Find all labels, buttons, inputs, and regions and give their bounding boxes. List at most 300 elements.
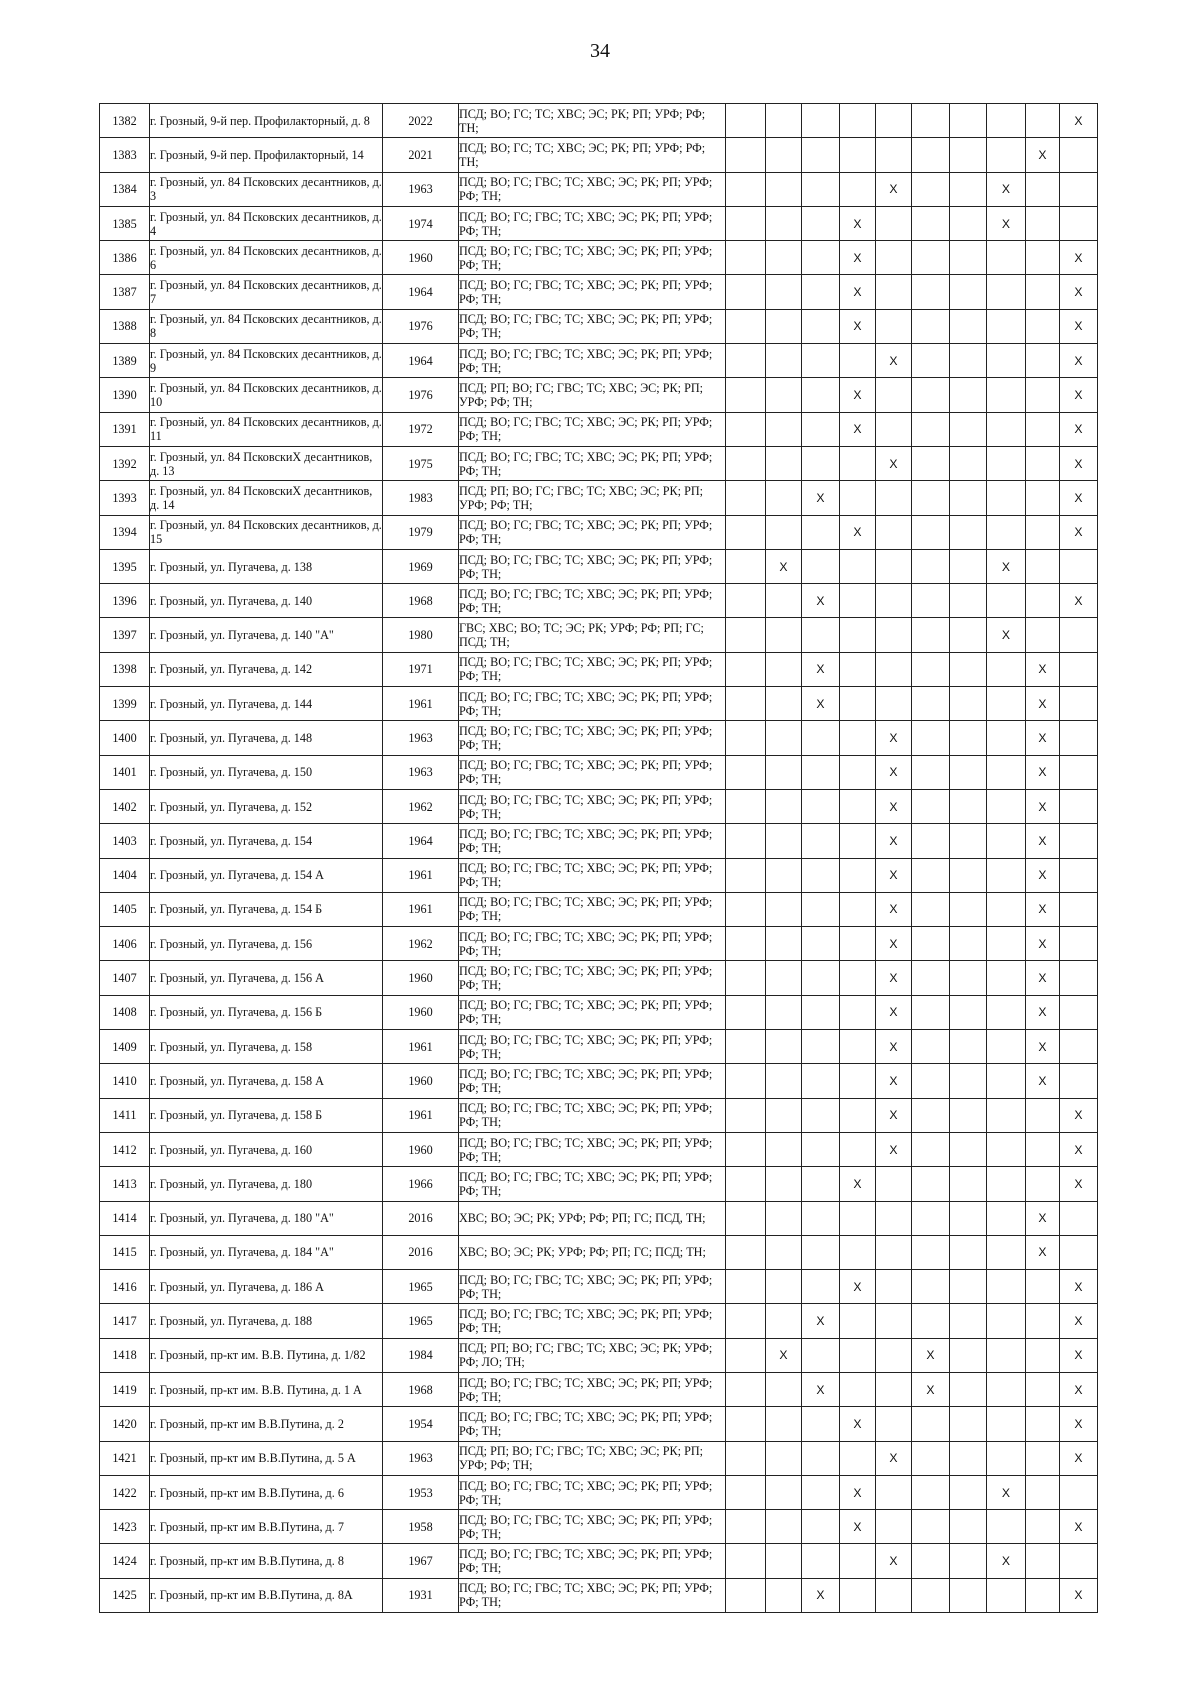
x-mark: X — [1038, 1039, 1047, 1054]
row-number: 1401 — [100, 755, 150, 789]
x-mark: X — [779, 1348, 788, 1363]
mark-cell — [840, 652, 876, 686]
mark-cell — [802, 584, 840, 618]
mark-cell — [840, 892, 876, 926]
mark-cell — [1026, 309, 1060, 343]
mark-cell — [987, 824, 1026, 858]
works-cell: ПСД; ВО; ГС; ГВС; ТС; ХВС; ЭС; РК; РП; УРФ; РФ; ТН; — [459, 1407, 726, 1441]
mark-cell — [950, 824, 987, 858]
year-cell: 1971 — [383, 652, 459, 686]
mark-cell — [912, 515, 950, 549]
mark-cell — [912, 481, 950, 515]
mark-cell — [1060, 1201, 1098, 1235]
mark-cell — [1026, 1030, 1060, 1064]
row-number: 1399 — [100, 687, 150, 721]
mark-cell — [766, 789, 802, 823]
table-row — [100, 652, 1098, 686]
mark-cell — [987, 755, 1026, 789]
mark-cell — [950, 412, 987, 446]
mark-cell — [987, 1064, 1026, 1098]
mark-cell — [1026, 961, 1060, 995]
mark-cell — [1026, 721, 1060, 755]
year-cell: 1969 — [383, 549, 459, 583]
row-number: 1403 — [100, 824, 150, 858]
mark-cell — [950, 549, 987, 583]
mark-cell — [766, 1407, 802, 1441]
mark-cell — [766, 515, 802, 549]
mark-cell — [950, 1270, 987, 1304]
mark-cell — [1060, 824, 1098, 858]
address-cell: г. Грозный, ул. 84 Псковских десантников, д. 8 — [150, 309, 383, 343]
row-number: 1386 — [100, 241, 150, 275]
mark-cell — [912, 824, 950, 858]
mark-cell — [912, 138, 950, 172]
mark-cell — [1060, 1544, 1098, 1578]
mark-cell — [1060, 1475, 1098, 1509]
x-mark: X — [889, 902, 898, 917]
x-mark: X — [853, 1279, 862, 1294]
mark-cell — [1026, 1132, 1060, 1166]
row-number: 1406 — [100, 927, 150, 961]
x-mark: X — [889, 1005, 898, 1020]
works-cell: ПСД; ВО; ГС; ГВС; ТС; ХВС; ЭС; РК; РП; УРФ; РФ; ТН; — [459, 206, 726, 240]
mark-cell — [840, 1167, 876, 1201]
address-cell: г. Грозный, ул. Пугачева, д. 142 — [150, 652, 383, 686]
mark-cell — [766, 138, 802, 172]
mark-cell — [950, 378, 987, 412]
x-mark: X — [1074, 285, 1083, 300]
table-row — [100, 824, 1098, 858]
mark-cell — [876, 275, 912, 309]
x-mark: X — [816, 662, 825, 677]
mark-cell — [987, 1544, 1026, 1578]
mark-cell — [1026, 1064, 1060, 1098]
mark-cell — [912, 1132, 950, 1166]
mark-cell — [950, 172, 987, 206]
row-number: 1424 — [100, 1544, 150, 1578]
works-cell: ПСД; ВО; ГС; ГВС; ТС; ХВС; ЭС; РК; РП; УРФ; РФ; ТН; — [459, 1064, 726, 1098]
row-number: 1388 — [100, 309, 150, 343]
mark-cell — [987, 309, 1026, 343]
mark-cell — [840, 1338, 876, 1372]
address-cell: г. Грозный, ул. Пугачева, д. 144 — [150, 687, 383, 721]
row-number: 1383 — [100, 138, 150, 172]
mark-cell — [987, 961, 1026, 995]
row-number: 1392 — [100, 446, 150, 480]
mark-cell — [1026, 584, 1060, 618]
table-row — [100, 1201, 1098, 1235]
mark-cell — [950, 344, 987, 378]
mark-cell — [802, 1407, 840, 1441]
mark-cell — [950, 1407, 987, 1441]
mark-cell — [802, 652, 840, 686]
mark-cell — [912, 652, 950, 686]
address-cell: г. Грозный, пр-кт им В.В.Путина, д. 5 А — [150, 1441, 383, 1475]
mark-cell — [766, 687, 802, 721]
mark-cell — [802, 858, 840, 892]
mark-cell — [950, 687, 987, 721]
table-row — [100, 172, 1098, 206]
mark-cell — [950, 1441, 987, 1475]
mark-cell — [912, 1441, 950, 1475]
mark-cell — [726, 412, 766, 446]
mark-cell — [987, 721, 1026, 755]
year-cell: 2016 — [383, 1201, 459, 1235]
mark-cell — [802, 1578, 840, 1612]
mark-cell — [1060, 1132, 1098, 1166]
mark-cell — [950, 1578, 987, 1612]
mark-cell — [802, 481, 840, 515]
table-row — [100, 995, 1098, 1029]
mark-cell — [726, 378, 766, 412]
works-cell: ПСД; ВО; ГС; ГВС; ТС; ХВС; ЭС; РК; РП; УРФ; РФ; ТН; — [459, 1098, 726, 1132]
mark-cell — [876, 241, 912, 275]
address-cell: г. Грозный, пр-кт им В.В.Путина, д. 6 — [150, 1475, 383, 1509]
year-cell: 1961 — [383, 687, 459, 721]
mark-cell — [1060, 584, 1098, 618]
mark-cell — [840, 1441, 876, 1475]
mark-cell — [987, 446, 1026, 480]
works-cell: ПСД; ВО; ГС; ГВС; ТС; ХВС; ЭС; РК; РП; УРФ; РФ; ТН; — [459, 1132, 726, 1166]
mark-cell — [912, 1407, 950, 1441]
mark-cell — [726, 721, 766, 755]
mark-cell — [726, 618, 766, 652]
mark-cell — [912, 1578, 950, 1612]
x-mark: X — [853, 1176, 862, 1191]
row-number: 1396 — [100, 584, 150, 618]
mark-cell — [766, 584, 802, 618]
x-mark: X — [816, 696, 825, 711]
mark-cell — [912, 1064, 950, 1098]
row-number: 1418 — [100, 1338, 150, 1372]
row-number: 1402 — [100, 789, 150, 823]
mark-cell — [802, 755, 840, 789]
mark-cell — [802, 138, 840, 172]
mark-cell — [726, 549, 766, 583]
mark-cell — [1026, 104, 1060, 138]
address-cell: г. Грозный, ул. Пугачева, д. 158 — [150, 1030, 383, 1064]
mark-cell — [766, 824, 802, 858]
mark-cell — [950, 515, 987, 549]
x-mark: X — [1038, 730, 1047, 745]
mark-cell — [1060, 241, 1098, 275]
row-number: 1382 — [100, 104, 150, 138]
mark-cell — [950, 1510, 987, 1544]
x-mark: X — [1074, 1416, 1083, 1431]
works-cell: ГВС; ХВС; ВО; ТС; ЭС; РК; УРФ; РФ; РП; ГС; ПСД; ТН; — [459, 618, 726, 652]
mark-cell — [726, 1304, 766, 1338]
x-mark: X — [1001, 1554, 1011, 1569]
mark-cell — [726, 1544, 766, 1578]
address-cell: г. Грозный, ул. Пугачева, д. 154 — [150, 824, 383, 858]
mark-cell — [950, 789, 987, 823]
mark-cell — [987, 1098, 1026, 1132]
works-cell: ПСД; ВО; ГС; ТС; ХВС; ЭС; РК; РП; УРФ; РФ; ТН; — [459, 138, 726, 172]
mark-cell — [840, 1578, 876, 1612]
mark-cell — [876, 1030, 912, 1064]
works-cell: ПСД; ВО; ГС; ГВС; ТС; ХВС; ЭС; РК; РП; УРФ; РФ; ТН; — [459, 961, 726, 995]
mark-cell — [987, 1167, 1026, 1201]
mark-cell — [1026, 1270, 1060, 1304]
mark-cell — [802, 275, 840, 309]
mark-cell — [987, 1030, 1026, 1064]
mark-cell — [726, 481, 766, 515]
mark-cell — [912, 1544, 950, 1578]
x-mark: X — [1038, 971, 1047, 986]
table-row — [100, 1235, 1098, 1269]
table-row — [100, 515, 1098, 549]
address-cell: г. Грозный, ул. Пугачева, д. 154 А — [150, 858, 383, 892]
x-mark: X — [1074, 456, 1083, 471]
x-mark: X — [816, 593, 825, 608]
mark-cell — [840, 549, 876, 583]
mark-cell — [1026, 1167, 1060, 1201]
mark-cell — [802, 618, 840, 652]
mark-cell — [876, 995, 912, 1029]
mark-cell — [1026, 515, 1060, 549]
mark-cell — [766, 549, 802, 583]
address-cell: г. Грозный, ул. Пугачева, д. 188 — [150, 1304, 383, 1338]
mark-cell — [876, 1064, 912, 1098]
address-cell: г. Грозный, пр-кт им В.В.Путина, д. 8 — [150, 1544, 383, 1578]
mark-cell — [840, 961, 876, 995]
x-mark: X — [1074, 490, 1083, 505]
mark-cell — [1026, 1338, 1060, 1372]
mark-cell — [1060, 789, 1098, 823]
x-mark: X — [889, 971, 898, 986]
x-mark: X — [853, 422, 862, 437]
mark-cell — [1060, 1441, 1098, 1475]
x-mark: X — [853, 285, 862, 300]
mark-cell — [987, 515, 1026, 549]
mark-cell — [802, 241, 840, 275]
mark-cell — [802, 344, 840, 378]
mark-cell — [840, 858, 876, 892]
mark-cell — [912, 1167, 950, 1201]
mark-cell — [840, 789, 876, 823]
table-row — [100, 858, 1098, 892]
mark-cell — [876, 892, 912, 926]
x-mark: X — [853, 216, 862, 231]
mark-cell — [766, 858, 802, 892]
x-mark: X — [889, 1142, 898, 1157]
mark-cell — [802, 515, 840, 549]
table-row — [100, 755, 1098, 789]
mark-cell — [840, 995, 876, 1029]
x-mark: X — [1074, 113, 1083, 128]
mark-cell — [840, 687, 876, 721]
mark-cell — [840, 241, 876, 275]
mark-cell — [950, 241, 987, 275]
x-mark: X — [1074, 1176, 1083, 1191]
mark-cell — [1060, 1270, 1098, 1304]
mark-cell — [1026, 1098, 1060, 1132]
mark-cell — [1060, 1167, 1098, 1201]
mark-cell — [876, 961, 912, 995]
x-mark: X — [1038, 799, 1047, 814]
mark-cell — [726, 1441, 766, 1475]
mark-cell — [840, 1201, 876, 1235]
mark-cell — [987, 1441, 1026, 1475]
year-cell: 1975 — [383, 446, 459, 480]
works-cell: ПСД; ВО; ГС; ГВС; ТС; ХВС; ЭС; РК; РП; УРФ; РФ; ТН; — [459, 1578, 726, 1612]
mark-cell — [802, 104, 840, 138]
mark-cell — [987, 1510, 1026, 1544]
mark-cell — [1026, 789, 1060, 823]
address-cell: г. Грозный, ул. 84 Псковских десантников, д. 7 — [150, 275, 383, 309]
mark-cell — [1060, 961, 1098, 995]
mark-cell — [987, 172, 1026, 206]
works-cell: ПСД; ВО; ГС; ГВС; ТС; ХВС; ЭС; РК; РП; УРФ; РФ; ТН; — [459, 241, 726, 275]
works-cell: ХВС; ВО; ЭС; РК; УРФ; РФ; РП; ГС; ПСД, ТН; — [459, 1201, 726, 1235]
address-cell: г. Грозный, ул. 84 Псковских десантников, д. 4 — [150, 206, 383, 240]
year-cell: 1980 — [383, 618, 459, 652]
mark-cell — [726, 1407, 766, 1441]
works-cell: ХВС; ВО; ЭС; РК; УРФ; РФ; РП; ГС; ПСД; ТН; — [459, 1235, 726, 1269]
year-cell: 2016 — [383, 1235, 459, 1269]
mark-cell — [876, 1098, 912, 1132]
mark-cell — [912, 1098, 950, 1132]
registry-body — [100, 104, 1098, 1613]
mark-cell — [987, 1372, 1026, 1406]
mark-cell — [1026, 687, 1060, 721]
mark-cell — [726, 755, 766, 789]
table-row — [100, 1338, 1098, 1372]
address-cell: г. Грозный, ул. 84 Псковских десантников, д. 10 — [150, 378, 383, 412]
works-cell: ПСД; ВО; ГС; ГВС; ТС; ХВС; ЭС; РК; РП; УРФ; РФ; ТН; — [459, 446, 726, 480]
mark-cell — [840, 1544, 876, 1578]
x-mark: X — [1001, 628, 1011, 643]
mark-cell — [726, 446, 766, 480]
mark-cell — [912, 412, 950, 446]
table-row — [100, 1475, 1098, 1509]
mark-cell — [987, 789, 1026, 823]
mark-cell — [876, 344, 912, 378]
mark-cell — [840, 309, 876, 343]
mark-cell — [802, 961, 840, 995]
x-mark: X — [1001, 182, 1011, 197]
works-cell: ПСД; ВО; ГС; ГВС; ТС; ХВС; ЭС; РК; РП; УРФ; РФ; ТН; — [459, 892, 726, 926]
mark-cell — [987, 481, 1026, 515]
mark-cell — [840, 378, 876, 412]
mark-cell — [950, 721, 987, 755]
row-number: 1420 — [100, 1407, 150, 1441]
mark-cell — [726, 275, 766, 309]
year-cell: 1960 — [383, 961, 459, 995]
mark-cell — [840, 1064, 876, 1098]
table-row — [100, 1441, 1098, 1475]
mark-cell — [802, 927, 840, 961]
year-cell: 1965 — [383, 1304, 459, 1338]
table-row — [100, 789, 1098, 823]
mark-cell — [876, 1167, 912, 1201]
year-cell: 1979 — [383, 515, 459, 549]
row-number: 1415 — [100, 1235, 150, 1269]
mark-cell — [987, 1132, 1026, 1166]
mark-cell — [987, 927, 1026, 961]
mark-cell — [912, 1201, 950, 1235]
year-cell: 1960 — [383, 1064, 459, 1098]
mark-cell — [802, 1030, 840, 1064]
x-mark: X — [1074, 1451, 1083, 1466]
address-cell: г. Грозный, ул. Пугачева, д. 180 — [150, 1167, 383, 1201]
mark-cell — [766, 241, 802, 275]
mark-cell — [726, 309, 766, 343]
x-mark: X — [1038, 147, 1047, 162]
works-cell: ПСД; ВО; ГС; ГВС; ТС; ХВС; ЭС; РК; РП; УРФ; РФ; ТН; — [459, 549, 726, 583]
mark-cell — [766, 1098, 802, 1132]
mark-cell — [987, 892, 1026, 926]
mark-cell — [912, 446, 950, 480]
mark-cell — [840, 1270, 876, 1304]
year-cell: 1963 — [383, 721, 459, 755]
works-cell: ПСД; ВО; ГС; ГВС; ТС; ХВС; ЭС; РК; РП; УРФ; РФ; ТН; — [459, 995, 726, 1029]
year-cell: 1958 — [383, 1510, 459, 1544]
address-cell: г. Грозный, ул. Пугачева, д. 160 — [150, 1132, 383, 1166]
mark-cell — [1060, 1304, 1098, 1338]
row-number: 1417 — [100, 1304, 150, 1338]
page-number: 34 — [590, 40, 610, 62]
mark-cell — [876, 206, 912, 240]
mark-cell — [726, 961, 766, 995]
mark-cell — [802, 995, 840, 1029]
year-cell: 1964 — [383, 275, 459, 309]
mark-cell — [766, 892, 802, 926]
works-cell: ПСД; ВО; ГС; ГВС; ТС; ХВС; ЭС; РК; РП; УРФ; РФ; ТН; — [459, 789, 726, 823]
table-row — [100, 687, 1098, 721]
x-mark: X — [1074, 593, 1083, 608]
mark-cell — [802, 687, 840, 721]
mark-cell — [950, 1132, 987, 1166]
mark-cell — [950, 138, 987, 172]
works-cell: ПСД; ВО; ГС; ГВС; ТС; ХВС; ЭС; РК; РП; УРФ; РФ; ТН; — [459, 652, 726, 686]
x-mark: X — [1074, 422, 1083, 437]
mark-cell — [840, 138, 876, 172]
year-cell: 1968 — [383, 1372, 459, 1406]
table-row — [100, 412, 1098, 446]
mark-cell — [766, 1064, 802, 1098]
x-mark: X — [1038, 1005, 1047, 1020]
mark-cell — [802, 824, 840, 858]
mark-cell — [987, 618, 1026, 652]
mark-cell — [876, 1407, 912, 1441]
mark-cell — [840, 618, 876, 652]
mark-cell — [950, 755, 987, 789]
works-cell: ПСД; РП; ВО; ГС; ГВС; ТС; ХВС; ЭС; РК; РП; УРФ; РФ; ТН; — [459, 378, 726, 412]
address-cell: г. Грозный, ул. 84 Псковских десантников, д. 3 — [150, 172, 383, 206]
x-mark: X — [1038, 833, 1047, 848]
table-row — [100, 1407, 1098, 1441]
mark-cell — [912, 618, 950, 652]
mark-cell — [766, 104, 802, 138]
row-number: 1385 — [100, 206, 150, 240]
row-number: 1419 — [100, 1372, 150, 1406]
table-row — [100, 344, 1098, 378]
address-cell: г. Грозный, ул. Пугачева, д. 184 "А" — [150, 1235, 383, 1269]
mark-cell — [766, 618, 802, 652]
year-cell: 1976 — [383, 378, 459, 412]
works-cell: ПСД; ВО; ГС; ГВС; ТС; ХВС; ЭС; РК; РП; УРФ; РФ; ТН; — [459, 824, 726, 858]
x-mark: X — [1074, 1279, 1083, 1294]
x-mark: X — [1074, 1588, 1083, 1603]
mark-cell — [950, 584, 987, 618]
mark-cell — [726, 1064, 766, 1098]
mark-cell — [726, 789, 766, 823]
table-row — [100, 104, 1098, 138]
mark-cell — [876, 138, 912, 172]
mark-cell — [950, 652, 987, 686]
mark-cell — [912, 1235, 950, 1269]
